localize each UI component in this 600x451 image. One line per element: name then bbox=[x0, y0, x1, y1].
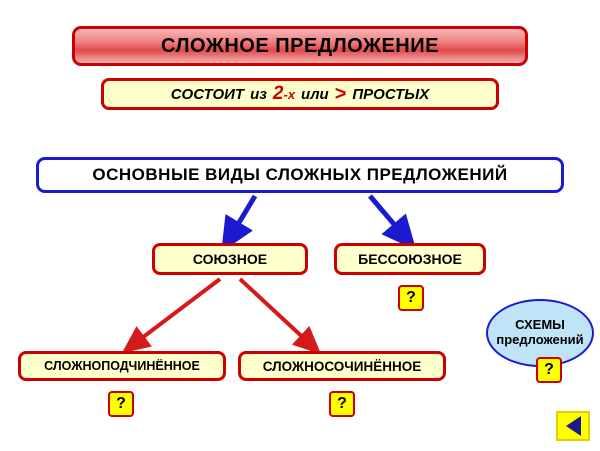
main-category-box bbox=[36, 157, 564, 193]
page-title bbox=[72, 26, 528, 66]
node-slozhnopodchinennoe-label: СЛОЖНОПОДЧИНЁННОЕ bbox=[44, 359, 200, 373]
arrow-main-to-soyuznoe bbox=[231, 196, 255, 236]
subtitle-number-value: 2 bbox=[272, 83, 284, 104]
main-category-label: ОСНОВНЫЕ ВИДЫ СЛОЖНЫХ ПРЕДЛОЖЕНИЙ bbox=[92, 165, 508, 184]
subtitle-word-sostoit: СОСТОИТ bbox=[170, 85, 245, 103]
question-mark-icon: ? bbox=[337, 395, 347, 412]
question-mark-icon: ? bbox=[116, 395, 126, 412]
node-soyuznoe[interactable] bbox=[152, 243, 308, 275]
page-title-text: СЛОЖНОЕ ПРЕДЛОЖЕНИЕ bbox=[161, 34, 439, 57]
arrow-soyuznoe-to-podchinennoe bbox=[134, 279, 220, 344]
arrow-soyuznoe-to-sochinennoe bbox=[240, 279, 310, 344]
subtitle-banner bbox=[101, 78, 499, 110]
schemy-line-2: предложений bbox=[496, 332, 584, 347]
node-slozhnopodchinennoe[interactable] bbox=[18, 351, 226, 381]
subtitle-word-prostyh: ПРОСТЫХ bbox=[352, 85, 430, 103]
question-mark-icon: ? bbox=[544, 361, 554, 378]
node-slozhnosochinennoe-label: СЛОЖНОСОЧИНЁННОЕ bbox=[262, 358, 422, 374]
schemy-line-1: СХЕМЫ bbox=[515, 317, 565, 333]
greater-than-icon: > bbox=[334, 82, 347, 105]
back-button[interactable] bbox=[556, 411, 590, 441]
subtitle-number-suffix: -х bbox=[283, 87, 296, 102]
triangle-left-icon bbox=[566, 416, 581, 436]
question-button-bessoyuznoe[interactable] bbox=[398, 285, 424, 311]
node-bessoyuznoe-label: БЕССОЮЗНОЕ bbox=[358, 251, 462, 267]
question-button-schemy[interactable] bbox=[536, 357, 562, 383]
question-mark-icon: ? bbox=[406, 289, 416, 306]
arrow-main-to-bessoyuznoe bbox=[370, 196, 404, 236]
question-button-slozhnosochinennoe[interactable] bbox=[329, 391, 355, 417]
subtitle-word-iz: из bbox=[250, 85, 267, 103]
subtitle-number bbox=[270, 83, 298, 105]
node-bessoyuznoe[interactable] bbox=[334, 243, 486, 275]
node-slozhnosochinennoe[interactable] bbox=[238, 351, 446, 381]
question-button-slozhnopodchinennoe[interactable] bbox=[108, 391, 134, 417]
subtitle-word-ili: или bbox=[301, 85, 329, 103]
node-soyuznoe-label: СОЮЗНОЕ bbox=[192, 251, 268, 267]
